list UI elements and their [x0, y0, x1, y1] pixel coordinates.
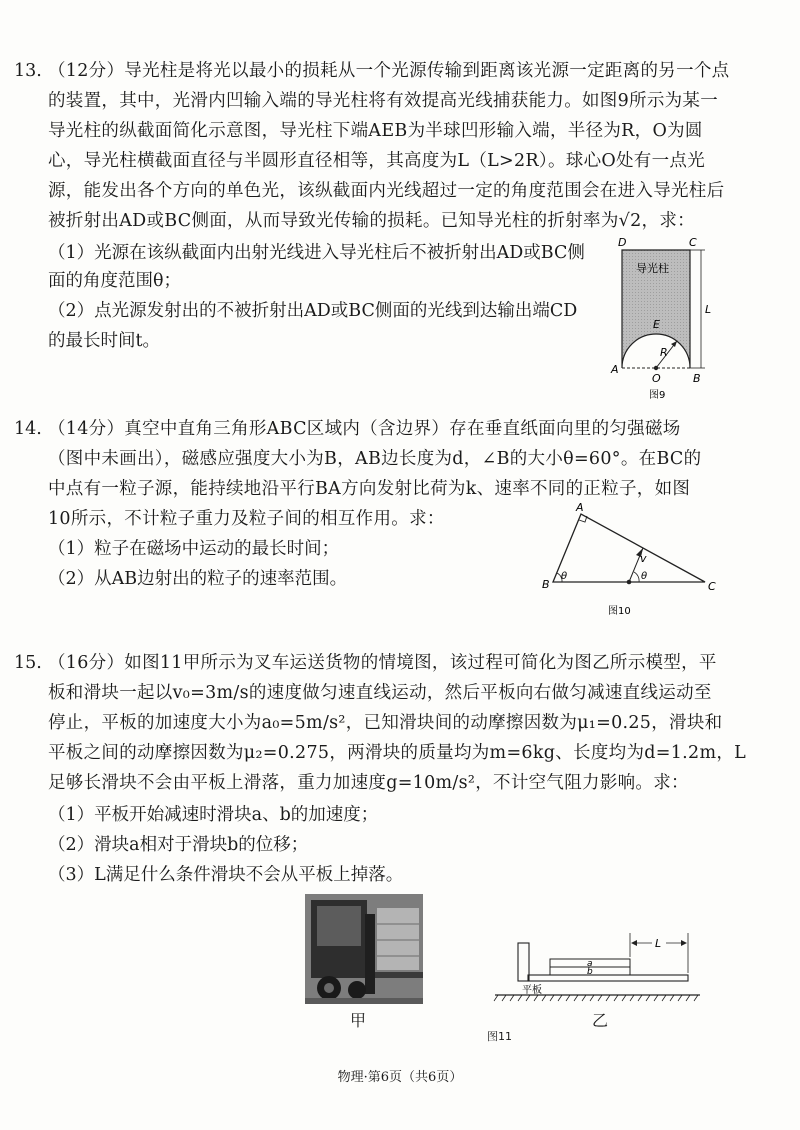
label-B: B — [693, 372, 701, 385]
figure-11-model — [490, 925, 705, 1015]
question-number: 13. — [14, 61, 42, 81]
label-L: L — [655, 937, 662, 950]
label-C: C — [689, 236, 697, 249]
figure-11-caption: 图11 — [487, 1030, 512, 1043]
label-theta-B: θ — [561, 571, 568, 582]
question-text-line: （16分）如图11甲所示为叉车运送货物的情境图，该过程可简化为图乙所示模型，平 — [48, 653, 717, 673]
label-R: R — [660, 346, 668, 359]
question-text-line: 足够长滑块不会由平板上滑落，重力加速度g=10m/s²，不计空气阻力影响。求： — [48, 773, 689, 793]
sub-question-1: （1）粒子在磁场中运动的最长时间； — [48, 539, 340, 559]
sub-question-1: （1）光源在该纵截面内出射光线进入导光柱后不被折射出AD或BC侧 — [48, 243, 585, 263]
guide-title: 导光柱 — [636, 262, 669, 275]
label-theta-v: θ — [641, 571, 648, 582]
question-text-line: 停止，平板的加速度大小为a₀=5m/s²，已知滑块间的动摩擦因数为μ₁=0.25，滑块和 — [48, 713, 723, 733]
question-text-line: （14分）真空中直角三角形ABC区域内（含边界）存在垂直纸面向里的匀强磁场 — [48, 419, 681, 439]
question-text-line: 平板之间的动摩擦因数为μ₂=0.275，两滑块的质量均为m=6kg、长度均为d=1.2m，L — [48, 743, 747, 763]
figure-9-light-guide — [605, 235, 720, 405]
label-E: E — [653, 318, 660, 331]
question-text-line: 10所示，不计粒子重力及粒子间的相互作用。求： — [48, 509, 445, 529]
label-jia: 甲 — [350, 1011, 367, 1030]
sub-question-1: （1）平板开始减速时滑块a、b的加速度； — [48, 805, 379, 825]
sub-question-1-cont: 面的角度范围θ； — [48, 271, 182, 291]
plate — [528, 975, 688, 981]
point-source-O — [654, 366, 658, 370]
label-D: D — [618, 236, 627, 249]
question-text-line: 心，导光柱横截面直径与半圆形直径相等，其高度为L（L>2R）。球心O处有一点光 — [48, 151, 706, 171]
sub-question-2: （2）从AB边射出的粒子的速率范围。 — [48, 569, 348, 589]
mast — [518, 943, 529, 981]
question-text-line: 被折射出AD或BC侧面，从而导致光传输的损耗。已知导光柱的折射率为√2，求： — [48, 211, 695, 231]
label-L: L — [705, 303, 712, 316]
figure-10-caption: 图10 — [608, 606, 631, 617]
question-number: 15. — [14, 653, 42, 673]
page-footer: 物理·第6页（共6页） — [337, 1070, 463, 1085]
label-plate: 平板 — [522, 985, 542, 996]
sub-question-3: （3）L满足什么条件滑块不会从平板上掉落。 — [48, 865, 404, 885]
figure-9-caption: 图9 — [649, 390, 666, 401]
label-b: b — [587, 967, 593, 977]
label-a: a — [587, 959, 593, 969]
label-C: C — [708, 580, 716, 593]
question-text-line: （图中未画出），磁感应强度大小为B，AB边长度为d，∠B的大小θ=60°。在BC的 — [48, 449, 702, 469]
sub-question-2: （2）点光源发射出的不被折射出AD或BC侧面的光线到达输出端CD — [48, 301, 578, 321]
label-A: A — [576, 501, 584, 514]
label-O: O — [652, 372, 661, 385]
question-text-line: 的装置，其中，光滑内凹输入端的导光柱将有效提高光线捕获能力。如图9所示为某一 — [48, 91, 719, 111]
figure-10-triangle — [525, 500, 725, 625]
label-v: v — [640, 552, 647, 565]
question-number: 14. — [14, 419, 42, 439]
question-text-line: 中点有一粒子源，能持续地沿平行BA方向发射比荷为k、速率不同的正粒子，如图 — [48, 479, 691, 499]
label-A: A — [611, 363, 619, 376]
label-B: B — [542, 578, 550, 591]
sub-question-2-cont: 的最长时间t。 — [48, 331, 161, 351]
question-text-line: （12分）导光柱是将光以最小的损耗从一个光源传输到距离该光源一定距离的另一个点 — [48, 61, 730, 81]
triangle-ABC — [553, 514, 705, 582]
forklift-photo — [305, 894, 423, 1004]
question-text-line: 源，能发出各个方向的单色光，该纵截面内光线超过一定的角度范围会在进入导光柱后 — [48, 181, 725, 201]
label-yi: 乙 — [592, 1011, 609, 1030]
question-text-line: 板和滑块一起以v₀=3m/s的速度做匀速直线运动，然后平板向右做匀减速直线运动至 — [48, 683, 712, 703]
sub-question-2: （2）滑块a相对于滑块b的位移； — [48, 835, 309, 855]
question-text-line: 导光柱的纵截面简化示意图，导光柱下端AEB为半球凹形输入端，半径为R，O为圆 — [48, 121, 703, 141]
